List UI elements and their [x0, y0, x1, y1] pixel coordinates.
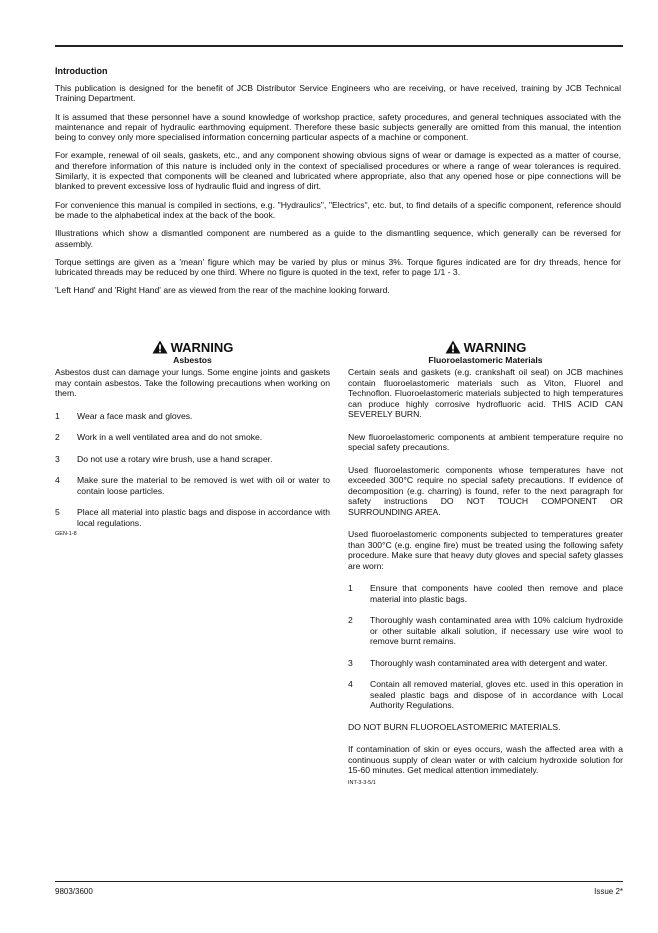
warning-subtitle: Fluoroelastomeric Materials [428, 355, 543, 365]
introduction-section [55, 66, 621, 304]
intro-paragraph: This publication is designed for the benefit of JCB Distributor Service Engineers who are receiving, or have received, training by JCB Technical Training Department. [55, 83, 621, 104]
warning-title-text: WARNING [170, 340, 234, 355]
intro-paragraph: For example, renewal of oil seals, gaskets, etc., and any component showing obvious signs of wear or damage is expected as a matter of course, and therefore information of this nature is included only in the context of specialised procedures or where a range of wear tolerances is required. Similarly, it is expected that components will be cleaned and lubricated where appropriate, also that any opened hose or pipe connections will be blanked to prevent excessive loss of hydraulic fluid and ingress of dirt. [55, 150, 621, 192]
item-number: 3 [348, 657, 353, 668]
warning-paragraph: New fluoroelastomeric components at ambient temperature require no special safety precautions. [348, 431, 623, 452]
item-text: Place all material into plastic bags and dispose in accordance with local regulations. [77, 507, 330, 528]
reference-code: GEN-1-8 [55, 531, 77, 537]
warning-subtitle: Asbestos [173, 355, 212, 365]
list-item [55, 432, 330, 443]
item-text: Wear a face mask and gloves. [77, 410, 193, 421]
intro-paragraph: 'Left Hand' and 'Right Hand' are as viewed from the rear of the machine looking forward. [55, 285, 390, 296]
item-number: 4 [348, 679, 353, 689]
item-number: 1 [348, 583, 353, 593]
warning-paragraph: Certain seals and gaskets (e.g. crankshaft oil seal) on JCB machines contain fluoroelastomeric materials such as Viton, Fluorel and Technoflon. Fluoroelastomeric materials subjected to high temperatures can produce highly corrosive hydrofluoric acid. THIS ACID CAN SEVERELY BURN. [348, 367, 623, 419]
warning-triangle-icon [445, 340, 461, 354]
item-text: Contain all removed material, gloves etc. used in this operation in sealed plastic bags and dispose of in accordance with Local Authority Regulations. [370, 679, 623, 710]
warning-paragraph: DO NOT BURN FLUOROELASTOMERIC MATERIALS. [348, 721, 561, 732]
warning-title [55, 340, 330, 355]
list-item [348, 658, 623, 669]
list-item [348, 679, 623, 711]
item-number: 3 [55, 453, 60, 464]
list-item [348, 615, 623, 647]
warning-paragraph: Used fluoroelastomeric components subjected to temperatures greater than 300°C (e.g. engine fire) must be treated using the following safety procedure. Make sure that heavy duty gloves and special safety glasses are worn: [348, 529, 623, 571]
list-item [55, 507, 330, 528]
bottom-rule [55, 881, 623, 882]
warning-paragraph: If contamination of skin or eyes occurs, wash the affected area with a continuous supply of clean water or with calcium hydroxide solution for 15-60 minutes. Get medical attention immediately. [348, 744, 623, 775]
warning-paragraph: Used fluoroelastomeric components whose temperatures have not exceeded 300°C require no special safety precautions. If evidence of decomposition (e.g. charring) is found, refer to the next paragraph for safety instructions DO NOT TOUCH COMPONENT OR SURROUNDING AREA. [348, 464, 623, 517]
warning-triangle-icon [152, 340, 168, 354]
warning-title-text: WARNING [463, 340, 527, 355]
section-heading: Introduction [55, 66, 108, 76]
asbestos-warning [55, 340, 330, 538]
item-number: 2 [55, 432, 60, 442]
intro-paragraph: Illustrations which show a dismantled component are numbered as a guide to the dismantling sequence, which generally can be reversed for assembly. [55, 228, 621, 249]
list-item [55, 475, 330, 496]
list-item [55, 411, 330, 422]
warning-title [348, 340, 623, 355]
issue-label: Issue 2* [594, 887, 623, 896]
top-rule [55, 45, 623, 47]
warning-intro: Asbestos dust can damage your lungs. Some engine joints and gaskets may contain asbestos. Take the following precautions when working on them. [55, 367, 330, 398]
item-number: 5 [55, 507, 60, 517]
item-text: Thoroughly wash contaminated area with 10% calcium hydroxide or other suitable alkali solution, if necessary use wire wool to remove burnt remains. [370, 615, 623, 646]
document-number: 9803/3600 [55, 887, 93, 896]
list-item [348, 583, 623, 604]
intro-paragraph: Torque settings are given as a 'mean' figure which may be varied by plus or minus 3%. Torque figures indicated are for dry threads, hence for lubricated threads may be reduced by one third. Where no figure is quoted in the text, refer to page 1/1 - 3. [55, 256, 621, 278]
intro-paragraph: For convenience this manual is compiled in sections, e.g. "Hydraulics", "Electrics", etc. but, to find details of a specific component, reference should be made to the alphabetical index at the back of the book. [55, 199, 621, 220]
item-text: Ensure that components have cooled then remove and place material into plastic bags. [370, 583, 623, 604]
item-text: Make sure the material to be removed is wet with oil or water to contain loose particles. [77, 475, 330, 496]
item-number: 1 [55, 410, 60, 421]
reference-code: INT-3-3-5/1 [348, 779, 376, 786]
list-item [55, 454, 330, 465]
fluoroelastomeric-warning [348, 340, 623, 787]
intro-paragraph: It is assumed that these personnel have a sound knowledge of workshop practice, safety procedures, and general techniques associated with the maintenance and repair of hydraulic earthmoving equipment. Therefore these basic subjects generally are omitted from this manual, the intention being to convey only more specialised information concerning particular aspects of a machine or component. [55, 111, 621, 143]
item-text: Do not use a rotary wire brush, use a hand scraper. [77, 453, 273, 464]
item-text: Thoroughly wash contaminated area with detergent and water. [370, 657, 608, 668]
item-text: Work in a well ventilated area and do not smoke. [77, 432, 263, 442]
item-number: 2 [348, 615, 353, 625]
item-number: 4 [55, 475, 60, 485]
